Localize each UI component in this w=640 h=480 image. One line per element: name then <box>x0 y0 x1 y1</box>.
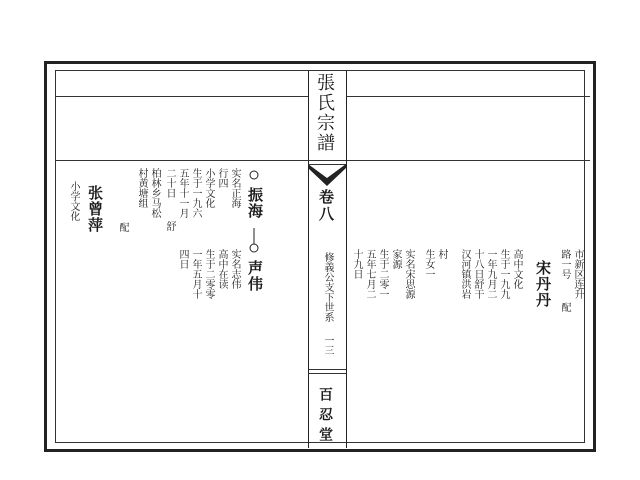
volume-label: 卷八 <box>317 189 335 223</box>
hall-name: 百忍堂 <box>317 387 333 447</box>
left-rule-mid <box>56 160 308 161</box>
shengwei-birth-1: 生于二零零 <box>203 249 214 299</box>
daughter-birth-2: 五年七月二 <box>364 249 375 299</box>
spouse-name: 张曾萍 <box>86 185 104 233</box>
zhenhai-rank: 行四 <box>216 168 227 188</box>
spine-right-border <box>346 71 347 448</box>
songdan-birth-1: 生于一九九 <box>498 249 509 299</box>
page-number: 一三 <box>322 335 333 355</box>
daughter-nickname: 家源 <box>390 249 401 269</box>
zhenhai-shu: 舒 <box>164 221 175 231</box>
person-name-songdan: 宋丹丹 <box>534 260 552 308</box>
songdan-birth-2: 一年九月二 <box>485 249 496 299</box>
songdan-address-1: 市新区连升 <box>572 249 583 299</box>
zhenhai-education: 小学文化 <box>203 168 214 208</box>
spouse-marker: 配 <box>117 222 128 232</box>
zhenhai-birth-3: 二十日 <box>164 168 175 198</box>
book-title: 張氏宗譜 <box>314 73 335 153</box>
zhenhai-residence-2: 村黄塘组 <box>136 168 147 208</box>
right-rule-top <box>346 96 590 97</box>
daughter-birth-1: 生于二零一 <box>377 249 388 299</box>
spine-left-border <box>308 71 309 448</box>
genealogy-page <box>44 61 596 452</box>
section-label: 修義公支下世系 <box>322 252 333 322</box>
zhenhai-birth-2: 五年十一月 <box>177 168 188 218</box>
daughter-real-name: 实名宋思源 <box>403 249 414 299</box>
daughter-birth-3: 十九日 <box>351 249 362 279</box>
person-name-shengwei: 声伟 <box>246 260 264 292</box>
zhenhai-residence-1: 柏林乡马松 <box>149 168 160 218</box>
spine-rule-3 <box>308 369 346 370</box>
songdan-origin-2: 村 <box>436 249 447 259</box>
inner-frame <box>55 70 585 447</box>
zhenhai-birth-1: 生于一九六 <box>190 168 201 218</box>
songdan-address-2: 路一号 <box>559 249 570 279</box>
left-rule-top <box>56 96 308 97</box>
spouse-education: 小学文化 <box>68 181 79 221</box>
songdan-origin-1: 汉河镇洪岩 <box>459 249 470 299</box>
shengwei-birth-2: 一年五月十 <box>190 249 201 299</box>
shengwei-birth-3: 四日 <box>177 249 188 269</box>
right-rule-mid <box>346 160 590 161</box>
shengwei-education: 高中在读 <box>216 249 227 289</box>
spine-rule-1 <box>308 160 346 161</box>
songdan-education: 高中文化 <box>511 249 522 289</box>
shengwei-real-name: 实名志伟 <box>229 249 240 289</box>
songdan-spouse-marker: 配 <box>559 302 570 312</box>
songdan-birth-3: 十八日舒干 <box>472 249 483 299</box>
person-name-zhenhai: 振海 <box>246 187 264 219</box>
zhenhai-real-name: 实名正海 <box>229 168 240 208</box>
spine-rule-4 <box>308 373 346 374</box>
daughter-label: 生女一 <box>423 249 434 279</box>
